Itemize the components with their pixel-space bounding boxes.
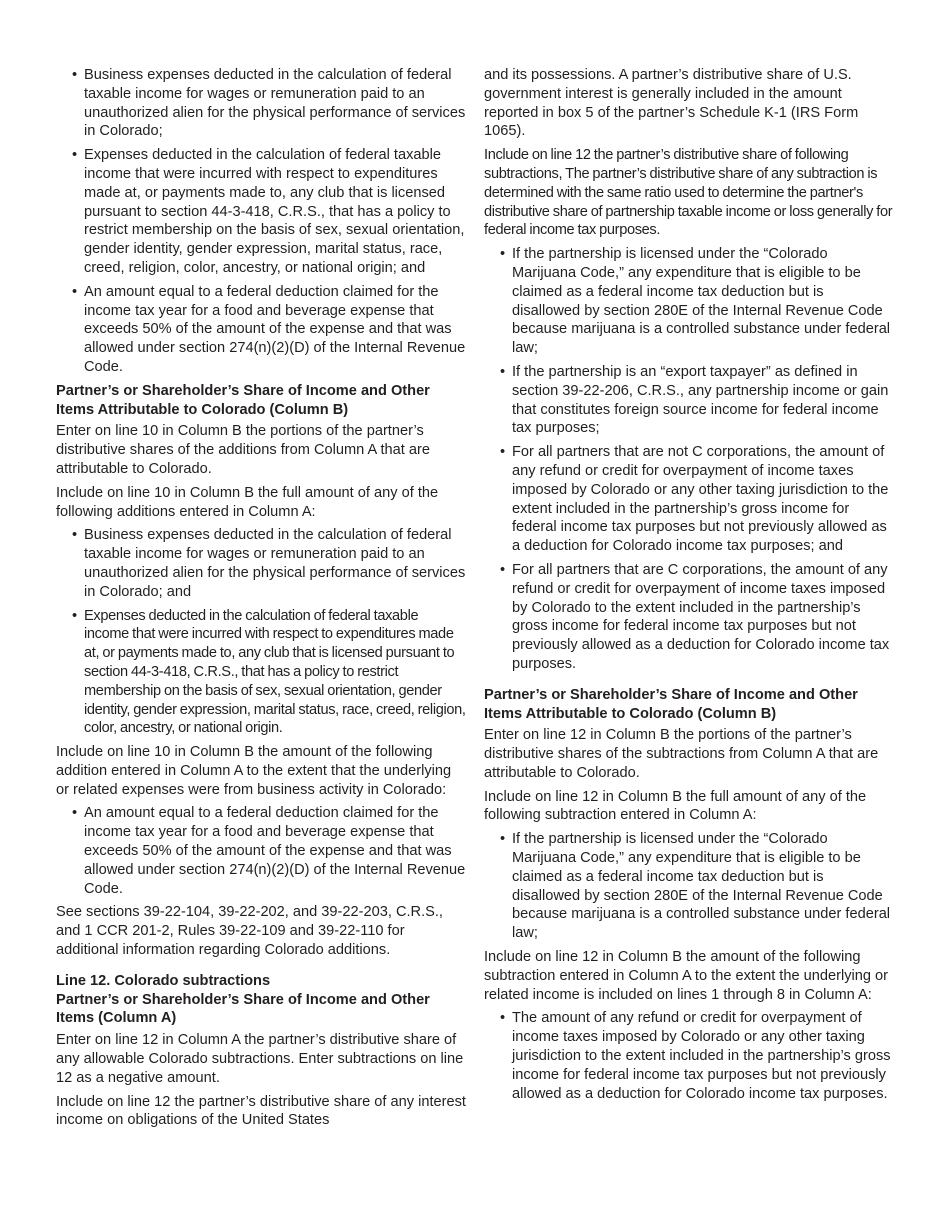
list-item: • If the partnership is an “export taxpayer” as defined in section 39-22-206, C.R.S., any partnership income or gain that constitutes foreign source income for federal income tax purposes; <box>500 363 889 437</box>
paragraph: and its possessions. A partner’s distributive share of U.S. government interest is generally included in the amount reported in box 5 of the partner’s Schedule K-1 (IRS Form 1065). <box>484 67 859 140</box>
paragraph: Include on line 12 in Column B the amount of the following subtraction entered in Column A to the extent the underlying or related income is included on lines 1 through 8 in Column A: <box>484 949 889 1003</box>
bullet-icon: • <box>500 561 506 578</box>
list-item: • An amount equal to a federal deduction claimed for the income tax year for a food and beverage expense that exceeds 50% of the amount of the expense and that was allowed under section 274(n)(2)(D) of the Internal Revenue Code. <box>72 805 466 897</box>
column-b-business-activity-list <box>56 804 466 898</box>
bullet-icon: • <box>500 246 506 263</box>
addition-items-list <box>56 66 466 377</box>
section-heading-line-12: Line 12. Colorado subtractions Partner’s or Shareholder’s Share of Income and Other Items (Column A) <box>56 972 466 1028</box>
section-heading-column-a: Partner’s or Shareholder’s Share of Income and Other Items (Column A) <box>56 991 430 1027</box>
section-heading-column-b: Partner’s or Shareholder’s Share of Income and Other Items Attributable to Colorado (Column B) <box>56 382 430 418</box>
list-item: • If the partnership is licensed under the “Colorado Marijuana Code,” any expenditure that is eligible to be claimed as a federal income tax deduction but is disallowed by section 280E of the Internal Revenue Code because marijuana is a controlled substance under federal law; <box>500 831 891 942</box>
bullet-icon: • <box>72 607 77 624</box>
bullet-icon: • <box>72 527 78 544</box>
paragraph: Enter on line 12 in Column B the portions of the partner’s distributive shares of the subtractions from Column A that are attributable to Colorado. <box>484 727 879 781</box>
paragraph: Include on line 12 in Column B the full amount of any of the following subtraction entered in Column A: <box>484 788 867 824</box>
list-item: • For all partners that are C corporations, the amount of any refund or credit for overpayment of income taxes imposed by Colorado to the extent included in the partnership’s gross income for federal income tax purposes but not previously allowed as a deduction for Colorado income tax purposes. <box>500 561 890 672</box>
column-b-subtractions-list <box>484 830 894 943</box>
list-item: • Expenses deducted in the calculation of federal taxable income that were incurred with respect to expenditures made at, or payments made to, any club that is licensed pursuant to section 44-3-418, C.R.S., that has a policy to restrict membership on the basis of sex, sexual orientation, gender identity, gender expression, marital status, race, creed, religion, color, ancestry, or national origin; and <box>72 147 465 276</box>
paragraph: Include on line 10 in Column B the full amount of any of the following additions entered in Column A: <box>56 484 439 520</box>
bullet-icon: • <box>500 444 506 461</box>
bullet-icon: • <box>500 363 506 380</box>
list-item: • Business expenses deducted in the calculation of federal taxable income for wages or remuneration paid to an unauthorized alien for the physical performance of services in Colorado; and <box>72 527 466 600</box>
bullet-icon: • <box>500 1010 506 1027</box>
list-item: • Expenses deducted in the calculation of federal taxable income that were incurred with respect to expenditures made at, or payments made to, any club that is licensed pursuant to section 44-3-418, C.R.S., that has a policy to restrict membership on the basis of sex, sexual orientation, gender identity, gender expression, marital status, race, creed, religion, color, ancestry, or national origin. <box>72 607 466 737</box>
paragraph: Include on line 12 the partner’s distributive share of following subtractions, The partner’s distributive share of any subtraction is determined with the same ratio used to determine the partner's distributive share of partnership taxable income or loss generally for federal income tax purposes. <box>484 147 893 239</box>
column-b-additions-list <box>56 526 466 738</box>
list-item: • For all partners that are not C corporations, the amount of any refund or credit for overpayment of income taxes imposed by Colorado or any other taxing jurisdiction to the extent included in the partnership’s gross income for federal income tax purposes but not previously allowed as a deduction for Colorado income tax purposes; and <box>500 444 889 555</box>
paragraph: Enter on line 10 in Column B the portions of the partner’s distributive shares of the additions from Column A that are attributable to Colorado. <box>56 423 430 477</box>
paragraph: Include on line 12 the partner’s distributive share of any interest income on obligations of the United States <box>56 1093 466 1129</box>
bullet-icon: • <box>72 147 78 164</box>
bullet-icon: • <box>500 831 506 848</box>
paragraph: See sections 39-22-104, 39-22-202, and 39-22-203, C.R.S., and 1 CCR 201-2, Rules 39-22-109 and 39-22-110 for additional information regarding Colorado additions. <box>56 904 443 959</box>
paragraph: Include on line 10 in Column B the amount of the following addition entered in Column A to the extent that the underlying or related expenses were from business activity in Colorado: <box>56 744 452 798</box>
right-column <box>484 66 894 1108</box>
left-column <box>56 66 466 1135</box>
list-item: • Business expenses deducted in the calculation of federal taxable income for wages or remuneration paid to an unauthorized alien for the physical performance of services in Colorado; <box>72 67 466 140</box>
subtraction-items-list <box>484 245 894 674</box>
list-item: • An amount equal to a federal deduction claimed for the income tax year for a food and beverage expense that exceeds 50% of the amount of the expense and that was allowed under section 274(n)(2)(D) of the Internal Revenue Code. <box>72 283 466 375</box>
section-heading-column-b: Partner’s or Shareholder’s Share of Income and Other Items Attributable to Colorado (Column B) <box>484 686 858 722</box>
bullet-icon: • <box>72 283 78 300</box>
bullet-icon: • <box>72 67 78 83</box>
paragraph: Enter on line 12 in Column A the partner’s distributive share of any allowable Colorado subtractions. Enter subtractions on line 12 as a negative amount. <box>56 1032 464 1086</box>
bullet-icon: • <box>72 805 78 822</box>
column-b-income-list <box>484 1009 894 1103</box>
list-item: • If the partnership is licensed under the “Colorado Marijuana Code,” any expenditure that is eligible to be claimed as a federal income tax deduction but is disallowed by section 280E of the Internal Revenue Code because marijuana is a controlled substance under federal law; <box>500 246 891 357</box>
list-item: • The amount of any refund or credit for overpayment of income taxes imposed by Colorado or any other taxing jurisdiction to the extent included in the partnership’s gross income for federal income tax purposes but not previously allowed as a deduction for Colorado income tax purposes. <box>500 1010 891 1102</box>
